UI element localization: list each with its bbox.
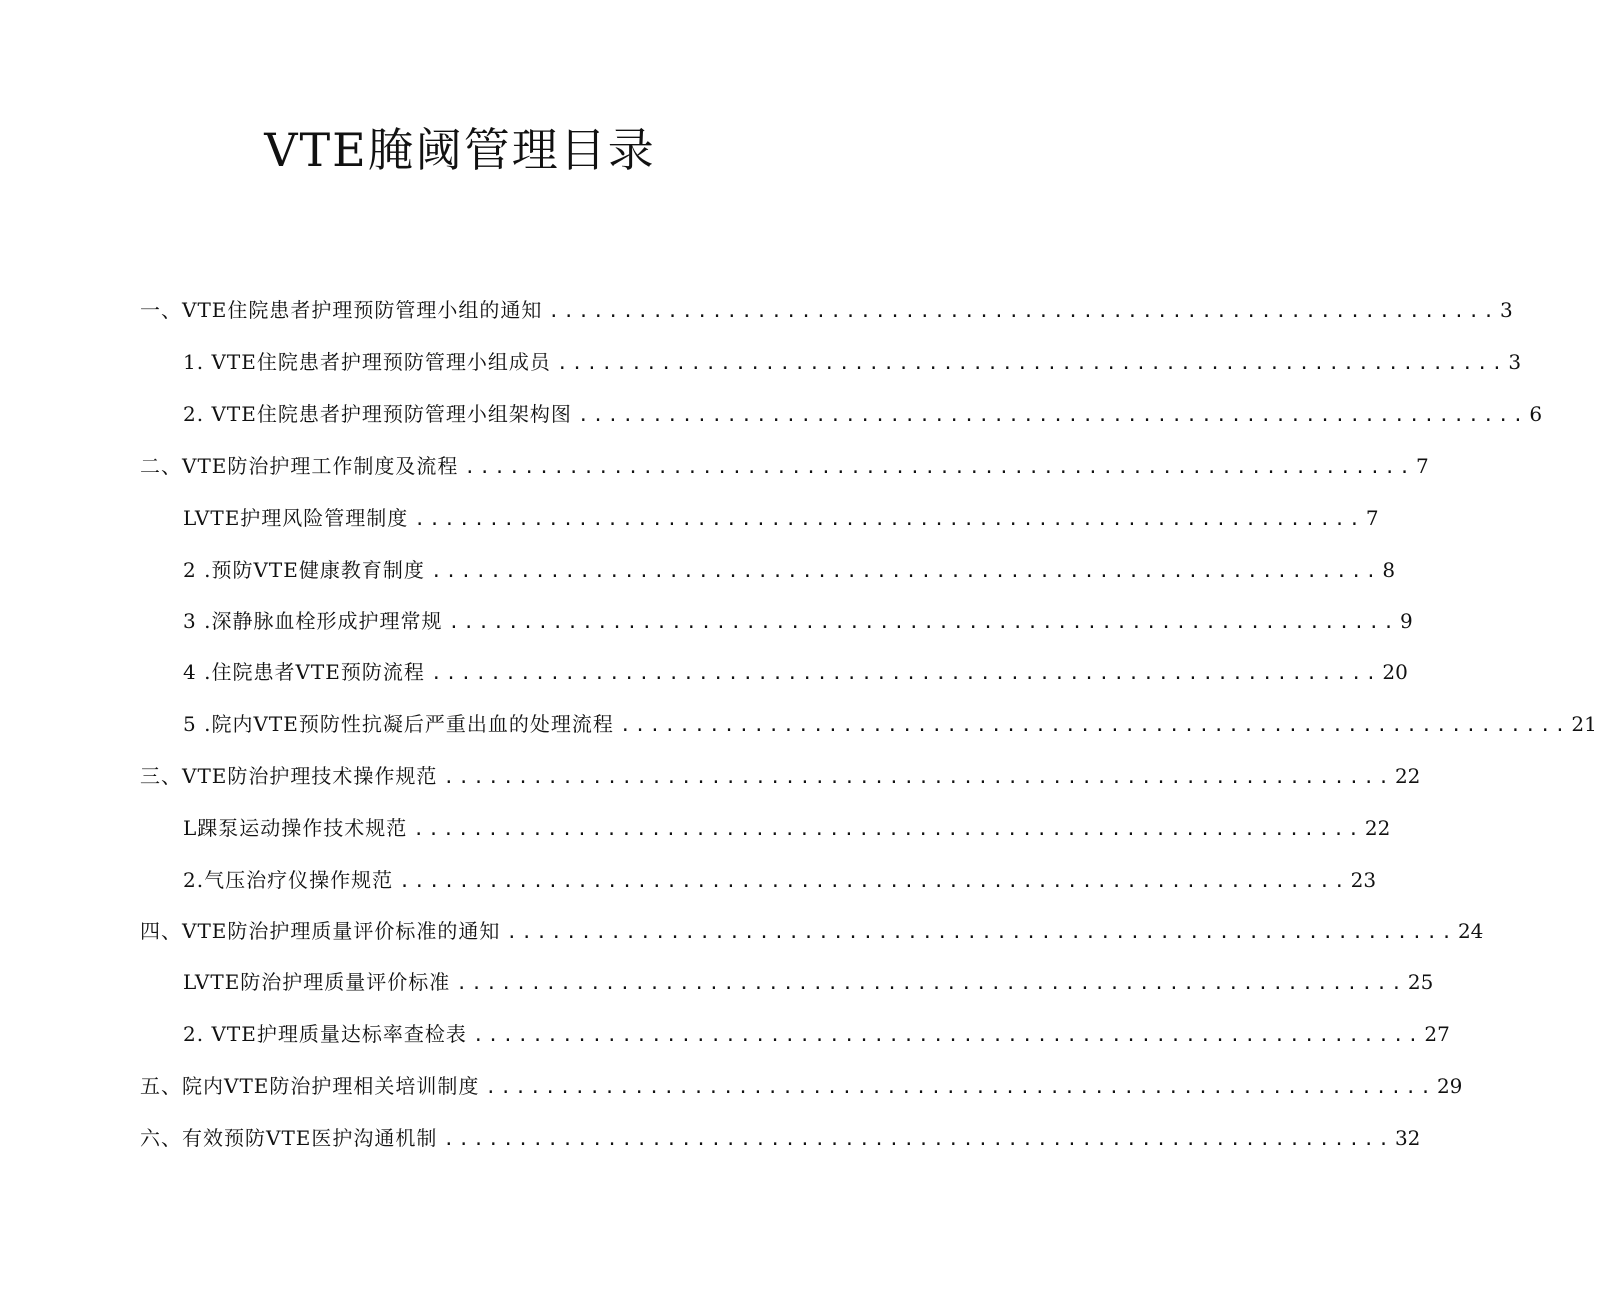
dot-leader: ................................................................ [485,1077,1435,1098]
toc-entry-label: 六、有效预防VTE医护沟通机制 [140,1126,438,1150]
dot-leader: ................................................................ [472,1025,1423,1046]
dot-leader: ................................................................ [399,871,1349,892]
dot-leader: ................................................................ [430,561,1381,582]
toc-entry[interactable] [140,450,1429,482]
toc-entry-page: 32 [1394,1126,1421,1150]
dot-leader: ................................................................ [548,301,1498,322]
toc-entry[interactable] [140,1070,1463,1102]
toc-entry[interactable] [183,346,1522,378]
toc-entry-page: 27 [1424,1022,1450,1046]
toc-entry[interactable] [140,915,1484,947]
dot-leader: ................................................................ [443,767,1393,788]
toc-entry-label: 二、VTE防治护理工作制度及流程 [140,454,459,478]
toc-entry-page: 22 [1364,816,1391,840]
dot-leader: ................................................................ [413,819,1363,840]
toc-entry-label: 四、VTE防治护理质量评价标准的通知 [140,919,501,943]
toc-entry-page: 21 [1571,712,1597,736]
toc-entry-page: 9 [1400,609,1413,633]
toc-entry-label: 1. VTE住院患者护理预防管理小组成员 [183,350,551,374]
toc-entry-page: 25 [1407,970,1434,994]
toc-entry-label: 五、院内VTE防治护理相关培训制度 [140,1074,480,1098]
toc-entry-label: 2. VTE住院患者护理预防管理小组架构图 [183,402,572,426]
toc-entry-label: 三、VTE防治护理技术操作规范 [140,764,438,788]
toc-entry-page: 8 [1382,558,1396,582]
toc-entry-page: 7 [1415,454,1429,478]
toc-entry-page: 29 [1436,1074,1463,1098]
dot-leader: ................................................................ [414,509,1364,530]
dot-leader: ................................................................ [430,663,1381,684]
toc-entry[interactable] [183,656,1408,688]
toc-entry[interactable] [183,966,1434,998]
toc-entry[interactable] [140,760,1421,792]
toc-entry-page: 20 [1382,660,1408,684]
toc-entry[interactable] [140,1122,1421,1154]
toc-entry[interactable] [183,554,1396,586]
toc-entry-page: 24 [1457,919,1484,943]
dot-leader: ................................................................ [464,457,1414,478]
dot-leader: ................................................................ [443,1129,1393,1150]
toc-entry-page: 7 [1365,506,1379,530]
toc-entry[interactable] [183,605,1413,637]
toc-entry-page: 3 [1508,350,1522,374]
toc-entry-label: 2.气压治疗仪操作规范 [183,868,394,892]
toc-entry-label: 4 .住院患者VTE预防流程 [183,660,425,684]
dot-leader: ................................................................ [448,612,1399,633]
toc-entry-label: 2 .预防VTE健康教育制度 [183,558,425,582]
toc-entry[interactable] [183,864,1377,896]
toc-entry[interactable] [183,502,1379,534]
toc-entry-page: 22 [1394,764,1421,788]
toc-entry[interactable] [183,1018,1450,1050]
toc-entry-label: LVTE防治护理质量评价标准 [183,970,451,994]
toc-entry-label: 5 .院内VTE预防性抗凝后严重出血的处理流程 [183,712,614,736]
dot-leader: ................................................................ [556,353,1507,374]
toc-entry[interactable] [183,708,1597,740]
toc-entry-label: 2. VTE护理质量达标率查检表 [183,1022,467,1046]
page-title: VTE腌阈管理目录 [264,123,656,177]
toc-entry-label: LVTE护理风险管理制度 [183,506,409,530]
toc-entry-page: 3 [1499,298,1513,322]
toc-entry-label: 一、VTE住院患者护理预防管理小组的通知 [140,298,543,322]
dot-leader: ................................................................ [456,973,1406,994]
toc-entry-page: 6 [1529,402,1543,426]
toc-entry[interactable] [183,812,1391,844]
dot-leader: ................................................................ [619,715,1570,736]
toc-entry[interactable] [140,294,1513,326]
toc-entry-label: 3 .深静脉血栓形成护理常规 [183,609,443,633]
toc-entry-page: 23 [1350,868,1377,892]
toc-entry[interactable] [183,398,1543,430]
toc-entry-label: L踝泵运动操作技术规范 [183,816,408,840]
dot-leader: ................................................................ [506,922,1456,943]
dot-leader: ................................................................ [577,405,1528,426]
